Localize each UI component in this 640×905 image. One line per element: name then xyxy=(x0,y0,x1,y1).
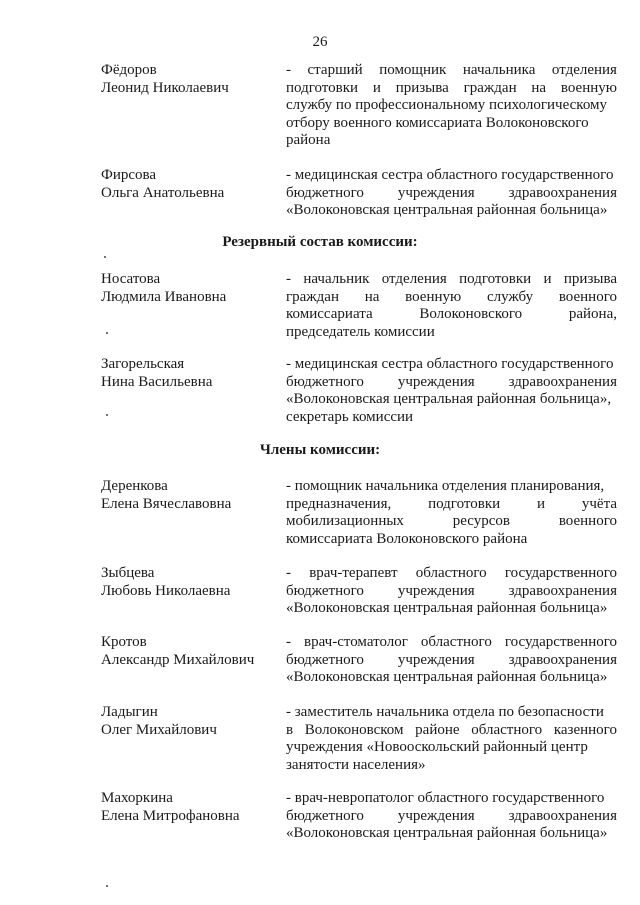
role-line: в Волоконовском районе областного казенного xyxy=(286,721,617,738)
role-line: бюджетного учреждения здравоохранения xyxy=(286,582,617,599)
role-line: - начальник отделения подготовки и призыва xyxy=(286,271,617,287)
member-role xyxy=(286,565,617,618)
member-given-names: Елена Вячеславовна xyxy=(101,495,232,512)
role-line: службу по профессиональному психологическому xyxy=(286,97,608,113)
role-line: - помощник начальника отделения планирования, xyxy=(286,478,605,494)
role-line: бюджетного учреждения здравоохранения xyxy=(286,184,617,201)
role-line: «Волоконовская центральная районная больница» xyxy=(286,825,608,841)
member-role xyxy=(286,790,617,843)
member-role xyxy=(286,62,617,150)
role-line: бюджетного учреждения здравоохранения xyxy=(286,651,617,668)
member-surname: Ладыгин xyxy=(101,704,158,720)
role-line: - старший помощник начальника отделения xyxy=(286,62,617,78)
role-line: «Волоконовская центральная районная больница» xyxy=(286,669,608,685)
member-surname: Носатова xyxy=(101,271,161,287)
member-given-names: Александр Михайлович xyxy=(101,651,255,668)
member-role xyxy=(286,634,617,687)
role-line: комиссариата Волоконовского района xyxy=(286,530,528,547)
role-line: - медицинская сестра областного государственного xyxy=(286,356,614,372)
member-given-names: Олег Михайлович xyxy=(101,721,217,738)
member-given-names: Людмила Ивановна xyxy=(101,288,227,305)
role-line: - врач-невропатолог областного государственного xyxy=(286,790,605,806)
member-given-names: Ольга Анатольевна xyxy=(101,184,225,201)
scan-speck xyxy=(106,332,108,334)
role-line: предназначения, подготовки и учёта xyxy=(286,495,617,512)
member-role xyxy=(286,271,617,341)
member-role xyxy=(286,478,617,548)
role-line: председатель комиссии xyxy=(286,323,435,340)
member-given-names: Елена Митрофановна xyxy=(101,807,240,824)
page-number: 26 xyxy=(312,34,328,50)
role-line: - врач-терапевт областного государственного xyxy=(286,565,617,581)
scan-speck xyxy=(106,885,108,887)
role-line: граждан на военную службу военного xyxy=(286,288,617,305)
role-line: мобилизационных ресурсов военного xyxy=(286,513,617,529)
scan-speck xyxy=(104,256,106,258)
member-name xyxy=(101,704,276,739)
member-given-names: Леонид Николаевич xyxy=(101,79,229,96)
role-line: «Волоконовская центральная районная больница», xyxy=(286,391,612,407)
member-role xyxy=(286,356,617,426)
role-line: «Волоконовская центральная районная больница» xyxy=(286,600,608,616)
member-surname: Фирсова xyxy=(101,167,157,183)
member-surname: Деренкова xyxy=(101,478,168,494)
member-name xyxy=(101,271,276,306)
role-line: бюджетного учреждения здравоохранения xyxy=(286,807,617,824)
role-line: комиссариата Волоконовского района, xyxy=(286,306,617,322)
member-role xyxy=(286,167,617,220)
member-surname: Фёдоров xyxy=(101,62,157,78)
member-surname: Загорельская xyxy=(101,356,185,372)
role-line: - врач-стоматолог областного государственного xyxy=(286,634,617,650)
member-name xyxy=(101,356,276,391)
member-name xyxy=(101,790,276,825)
role-line: отбору военного комиссариата Волоконовского xyxy=(286,114,589,131)
member-name xyxy=(101,167,276,202)
role-line: учреждения «Новооскольский районный центр xyxy=(286,739,588,755)
members-heading: Члены комиссии: xyxy=(259,442,381,458)
role-line: - заместитель начальника отдела по безопасности xyxy=(286,704,604,720)
role-line: «Волоконовская центральная районная больница» xyxy=(286,202,608,218)
member-surname: Махоркина xyxy=(101,790,173,806)
member-surname: Зыбцева xyxy=(101,565,155,581)
role-line: - медицинская сестра областного государственного xyxy=(286,167,614,183)
member-given-names: Любовь Николаевна xyxy=(101,582,231,599)
member-name xyxy=(101,62,276,97)
role-line: секретарь комиссии xyxy=(286,408,414,425)
role-line: бюджетного учреждения здравоохранения xyxy=(286,373,617,390)
member-given-names: Нина Васильевна xyxy=(101,373,213,390)
member-surname: Кротов xyxy=(101,634,147,650)
reserve-heading: Резервный состав комиссии: xyxy=(222,234,418,250)
member-role xyxy=(286,704,617,774)
role-line: занятости населения» xyxy=(286,756,426,773)
scan-speck xyxy=(106,414,108,416)
role-line: подготовки и призыва граждан на военную xyxy=(286,79,617,96)
member-name xyxy=(101,478,276,513)
member-name xyxy=(101,634,276,669)
member-name xyxy=(101,565,276,600)
role-line: района xyxy=(286,132,331,148)
